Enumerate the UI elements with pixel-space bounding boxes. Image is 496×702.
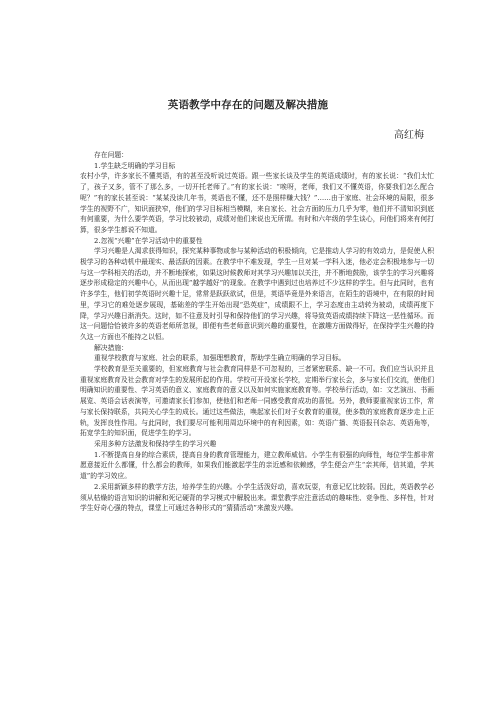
paragraph: 1.学生缺乏明确的学习目标: [94, 161, 176, 170]
paragraph: 学习兴趣是人渴求获得知识，探究某种事物或参与某种活动的积极倾向，它是推动人学习的有效动力，是促使人积极学习的各种动机中最现实、最活跃的因素。在教学中不难发现，学生一旦对某一学科入迷，他必定会积极地参与一切与这一学科相关的活动，并不断地探索，如果这时候教师对其学习兴趣加以关注，并不断地鼓励，该学生的学习兴趣将逐步形成稳定的兴趣中心，从而出现“越学越好”的现象。在教学中遇到过也培养过不少这样的学生。但与此同时，也有许多学生，他们初学英语时兴趣十足，常常是跃跃欲试，但是，英语毕竟是外来语言，在陌生的语境中，在有限的时间里，学习它的难处逐步展现，基础差的学生开始出现“恐英症”，成绩跟不上，学习态度由主动转为被动，成绩再度下降，学习兴趣日渐消失。这时，如不往意及时引导和保持他们的学习兴趣，将导致英语成绩持续下降这一恶性循环。而这一问题恰恰被许多的英语老师所忽视，即便有些老师意识到兴趣的重要性，在激趣方面做得好，在保持学生兴趣的持久这一方面也不能持之以恒。: [80, 247, 434, 341]
document-author: 高红梅: [394, 130, 424, 141]
paragraph: 2.采用新颖多样的教学方法，培养学生的兴趣。小学生活泼好动，喜欢玩耍，有意记忆比较弱。因此，英语教学必须从枯燥的语言知识的讲解和死记硬背的学习模式中解脱出来。课堂教学应注意活动的趣味性、竞争性、多样性，针对学生好奇心强的特点，课堂上可通过各种形式的“猜猜活动”来激发兴趣。: [80, 482, 434, 513]
document-title: 英语教学中存在的问题及解决措施: [167, 99, 329, 111]
paragraph: 采用多种方法激发和保持学生的学习兴趣: [94, 439, 217, 448]
paragraph: 1.不断提高自身的综合素质，提高自身的教育管理能力，建立教师威信。小学生有很强的向师性，每位学生都非常愿意接近什么都懂，什么都会的教师，如果我们能激起学生的亲近感和依赖感，学生便会产生“亲其师，信其道，学其道”的学习效应。: [80, 450, 434, 481]
paragraph: 2.忽视“兴趣”在学习活动中的重要性: [94, 236, 203, 245]
paragraph: 农村小学，许多家长不懂英语，有的甚至没听说过英语。跟一些家长谈及学生的英语成绩时，有的家长说：“我们太忙了，孩子又多，管不了那么多，一切开托老师了。”有的家长说：“唉呀，老师，我们又不懂英语，你要我们怎么配合呢？”有的家长甚至说：“某某没读几年书，英语也不懂，还不是照样赚大钱？”……由于家庭、社会环境的局限，很多学生的视野不广，知识面狭窄，他们的学习目标相当模糊，来自家长、社会方面的压力几乎为零，他们并不清知识到底有何重要，为什么要学英语，学习比较被动，成绩对他们来说也无所谓。有时和六年级的学生谈心，问他们将来有何打算，很多学生都说不知道。: [80, 172, 434, 234]
paragraph: 解决措施：: [94, 343, 128, 352]
paragraph: 重视学校教育与家庭、社会的联系，加强理想教育，帮助学生确立明确的学习目标。: [94, 354, 346, 363]
paragraph: 学校教育是至关重要的，但家庭教育与社会教育同样是不可忽视的，三者紧密联系、缺一不可。我们应当认识并且重视家庭教育及社会教育对学生的发展所起的作用。学校可开设家长学校，定期举行家长会，多与家长们交流，使他们明确知识的重要性、学习英语的意义、家庭教育的意义以及如何实施家庭教育等。学校举行活动，如：文艺演出、书画展览、英语会话表演等，可邀请家长们参加，使他们和老师一同感受教育成功的喜悦。另外，教师要重视家访工作，常与家长保持联系，共同关心学生的成长。通过这些做法，唤起家长们对子女教育的重视，使多数的家庭教育逐步走上正轨，发挥良性作用。与此同时，我们要尽可能利用周边环境中的有利因素，如：英语广播、英语报刊杂志、英语角等，拓宽学生的知识面，促进学生的学习。: [80, 365, 434, 438]
document-body: [80, 150, 434, 514]
paragraph: 存在问题：: [94, 151, 128, 159]
